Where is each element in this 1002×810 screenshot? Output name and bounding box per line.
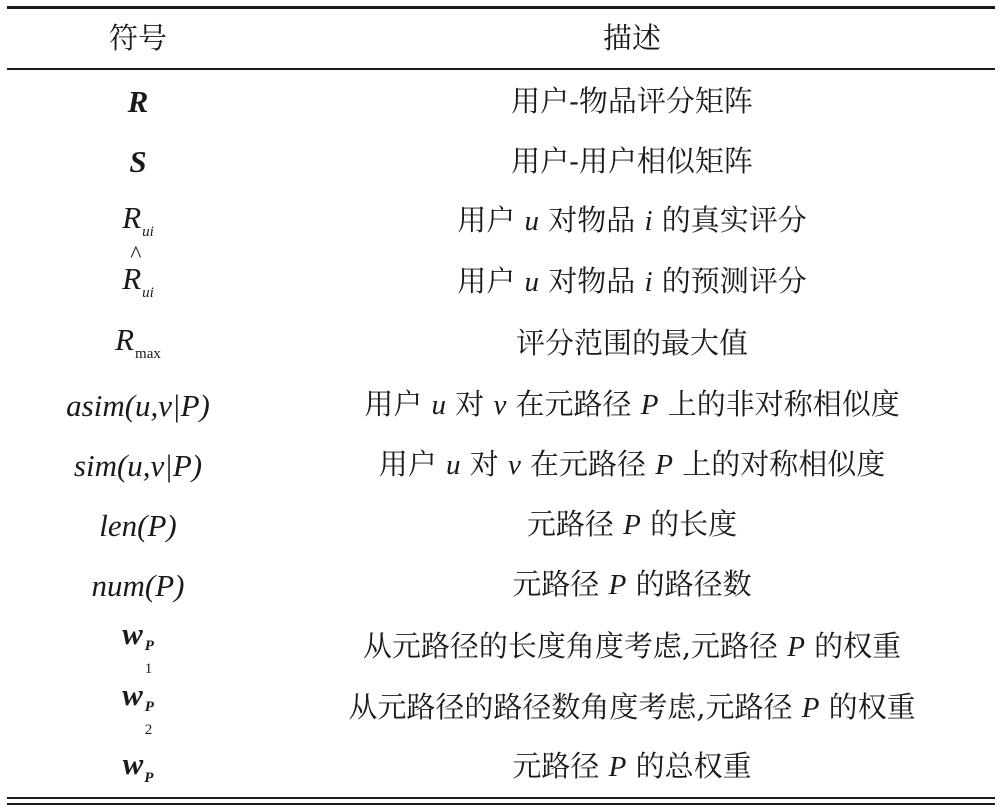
description-cell — [269, 447, 995, 481]
header-description: 描述 — [602, 20, 661, 55]
symbol-main: w — [122, 615, 143, 651]
symbol-cell — [7, 447, 269, 483]
description-text: 对 — [460, 447, 508, 481]
description-text: 的长度 — [640, 507, 738, 541]
description-text: 元路径 — [512, 749, 609, 783]
description-text: 在元路径 — [520, 447, 656, 481]
description-variable: P — [787, 631, 805, 663]
table-row — [7, 435, 995, 495]
description-variable: v — [493, 389, 507, 421]
symbol-subscript: max — [135, 346, 161, 362]
table-row — [7, 375, 995, 435]
table-row — [7, 313, 995, 373]
description-text: 用户 — [457, 203, 525, 237]
header-symbol: 符号 — [108, 20, 167, 55]
symbol-main: w — [122, 676, 143, 712]
table-bottom-rule — [7, 797, 995, 799]
description-variable: P — [640, 389, 659, 421]
description-variable: P — [608, 751, 627, 783]
symbol-subscript: ui — [142, 285, 154, 301]
description-text: 的权重 — [804, 629, 902, 663]
description-cell — [269, 325, 995, 360]
symbol-scripts — [145, 639, 154, 677]
symbol-main: R — [122, 200, 142, 235]
description-text: 在元路径 — [506, 387, 641, 421]
description-variable: P — [655, 449, 673, 481]
symbol-main: S — [129, 143, 147, 179]
description-text: 用户-用户相似矩阵 — [511, 143, 753, 178]
symbol-cell — [7, 143, 269, 179]
table-header-row — [7, 8, 995, 68]
table-row — [7, 71, 995, 131]
description-text: 评分范围的最大值 — [515, 325, 748, 360]
description-text: 对物品 — [539, 203, 645, 237]
symbol-main: w — [122, 746, 144, 781]
symbol-cell — [7, 507, 269, 543]
description-cell — [269, 749, 995, 783]
description-text: 的真实评分 — [652, 203, 807, 237]
description-cell — [269, 83, 995, 118]
description-variable: u — [446, 449, 461, 481]
description-text: 元路径 — [526, 507, 624, 541]
description-cell — [269, 690, 995, 724]
description-text: 上的对称相似度 — [672, 447, 886, 481]
description-cell — [269, 387, 995, 421]
description-text: 用户 — [378, 447, 447, 481]
description-cell — [269, 507, 995, 541]
table-row — [7, 191, 995, 251]
table-row — [7, 737, 995, 797]
description-text: 用户-物品评分矩阵 — [511, 83, 753, 118]
symbol-cell — [7, 615, 269, 677]
description-text: 的路径数 — [626, 567, 752, 601]
symbol-main-hat: ^ R — [122, 263, 141, 294]
symbol-superscript: P — [144, 698, 154, 715]
description-cell — [269, 143, 995, 178]
symbol-cell — [7, 324, 269, 362]
description-variable: P — [801, 692, 820, 724]
symbol-main: asim(u,v|P) — [66, 387, 210, 423]
symbol-cell — [7, 676, 269, 738]
symbol-superscript: P — [144, 637, 154, 654]
description-variable: P — [623, 509, 641, 541]
table-row — [7, 617, 995, 677]
description-text: 的总权重 — [626, 749, 752, 783]
description-text: 的预测评分 — [652, 264, 807, 298]
symbol-subscript: P — [144, 770, 154, 786]
symbol-cell — [7, 748, 269, 786]
table-row — [7, 131, 995, 191]
description-text: 对 — [446, 387, 494, 421]
description-cell — [269, 264, 995, 298]
symbol-scripts — [145, 700, 154, 738]
description-cell — [269, 629, 995, 663]
symbol-cell — [7, 387, 269, 423]
symbol-cell — [7, 263, 269, 301]
symbol-cell — [7, 202, 269, 240]
symbol-subscript: 2 — [144, 721, 153, 738]
description-variable: i — [644, 205, 653, 237]
description-text: 用户 — [457, 264, 525, 298]
symbol-subscript: 1 — [144, 660, 153, 677]
description-cell — [269, 203, 995, 237]
description-variable: u — [524, 205, 539, 237]
symbol-main: len(P) — [99, 507, 177, 543]
symbol-main: num(P) — [91, 567, 185, 603]
table-header-rule — [7, 68, 995, 70]
description-text: 的权重 — [819, 690, 916, 724]
description-cell — [269, 567, 995, 601]
description-text: 元路径 — [512, 567, 609, 601]
symbol-main: R — [115, 322, 135, 357]
symbol-main: sim(u,v|P) — [73, 447, 203, 483]
description-text: 上的非对称相似度 — [658, 387, 900, 421]
description-variable: u — [431, 389, 447, 421]
description-text: 从元路径的路径数角度考虑,元路径 — [348, 690, 802, 724]
description-text: 从元路径的长度角度考虑,元路径 — [362, 629, 788, 663]
table-row — [7, 555, 995, 615]
symbol-cell — [7, 567, 269, 603]
symbol-cell — [7, 83, 269, 119]
description-variable: P — [608, 569, 627, 601]
symbol-subscript: ui — [142, 224, 154, 240]
table-row — [7, 678, 995, 738]
description-text: 对物品 — [539, 264, 645, 298]
table-row — [7, 252, 995, 312]
symbol-main: R — [127, 83, 149, 119]
description-text: 用户 — [364, 387, 432, 421]
table-bottom-rule-double — [7, 803, 995, 805]
description-variable: i — [644, 266, 653, 298]
description-variable: v — [507, 449, 521, 481]
table-row — [7, 495, 995, 555]
description-variable: u — [524, 266, 539, 298]
